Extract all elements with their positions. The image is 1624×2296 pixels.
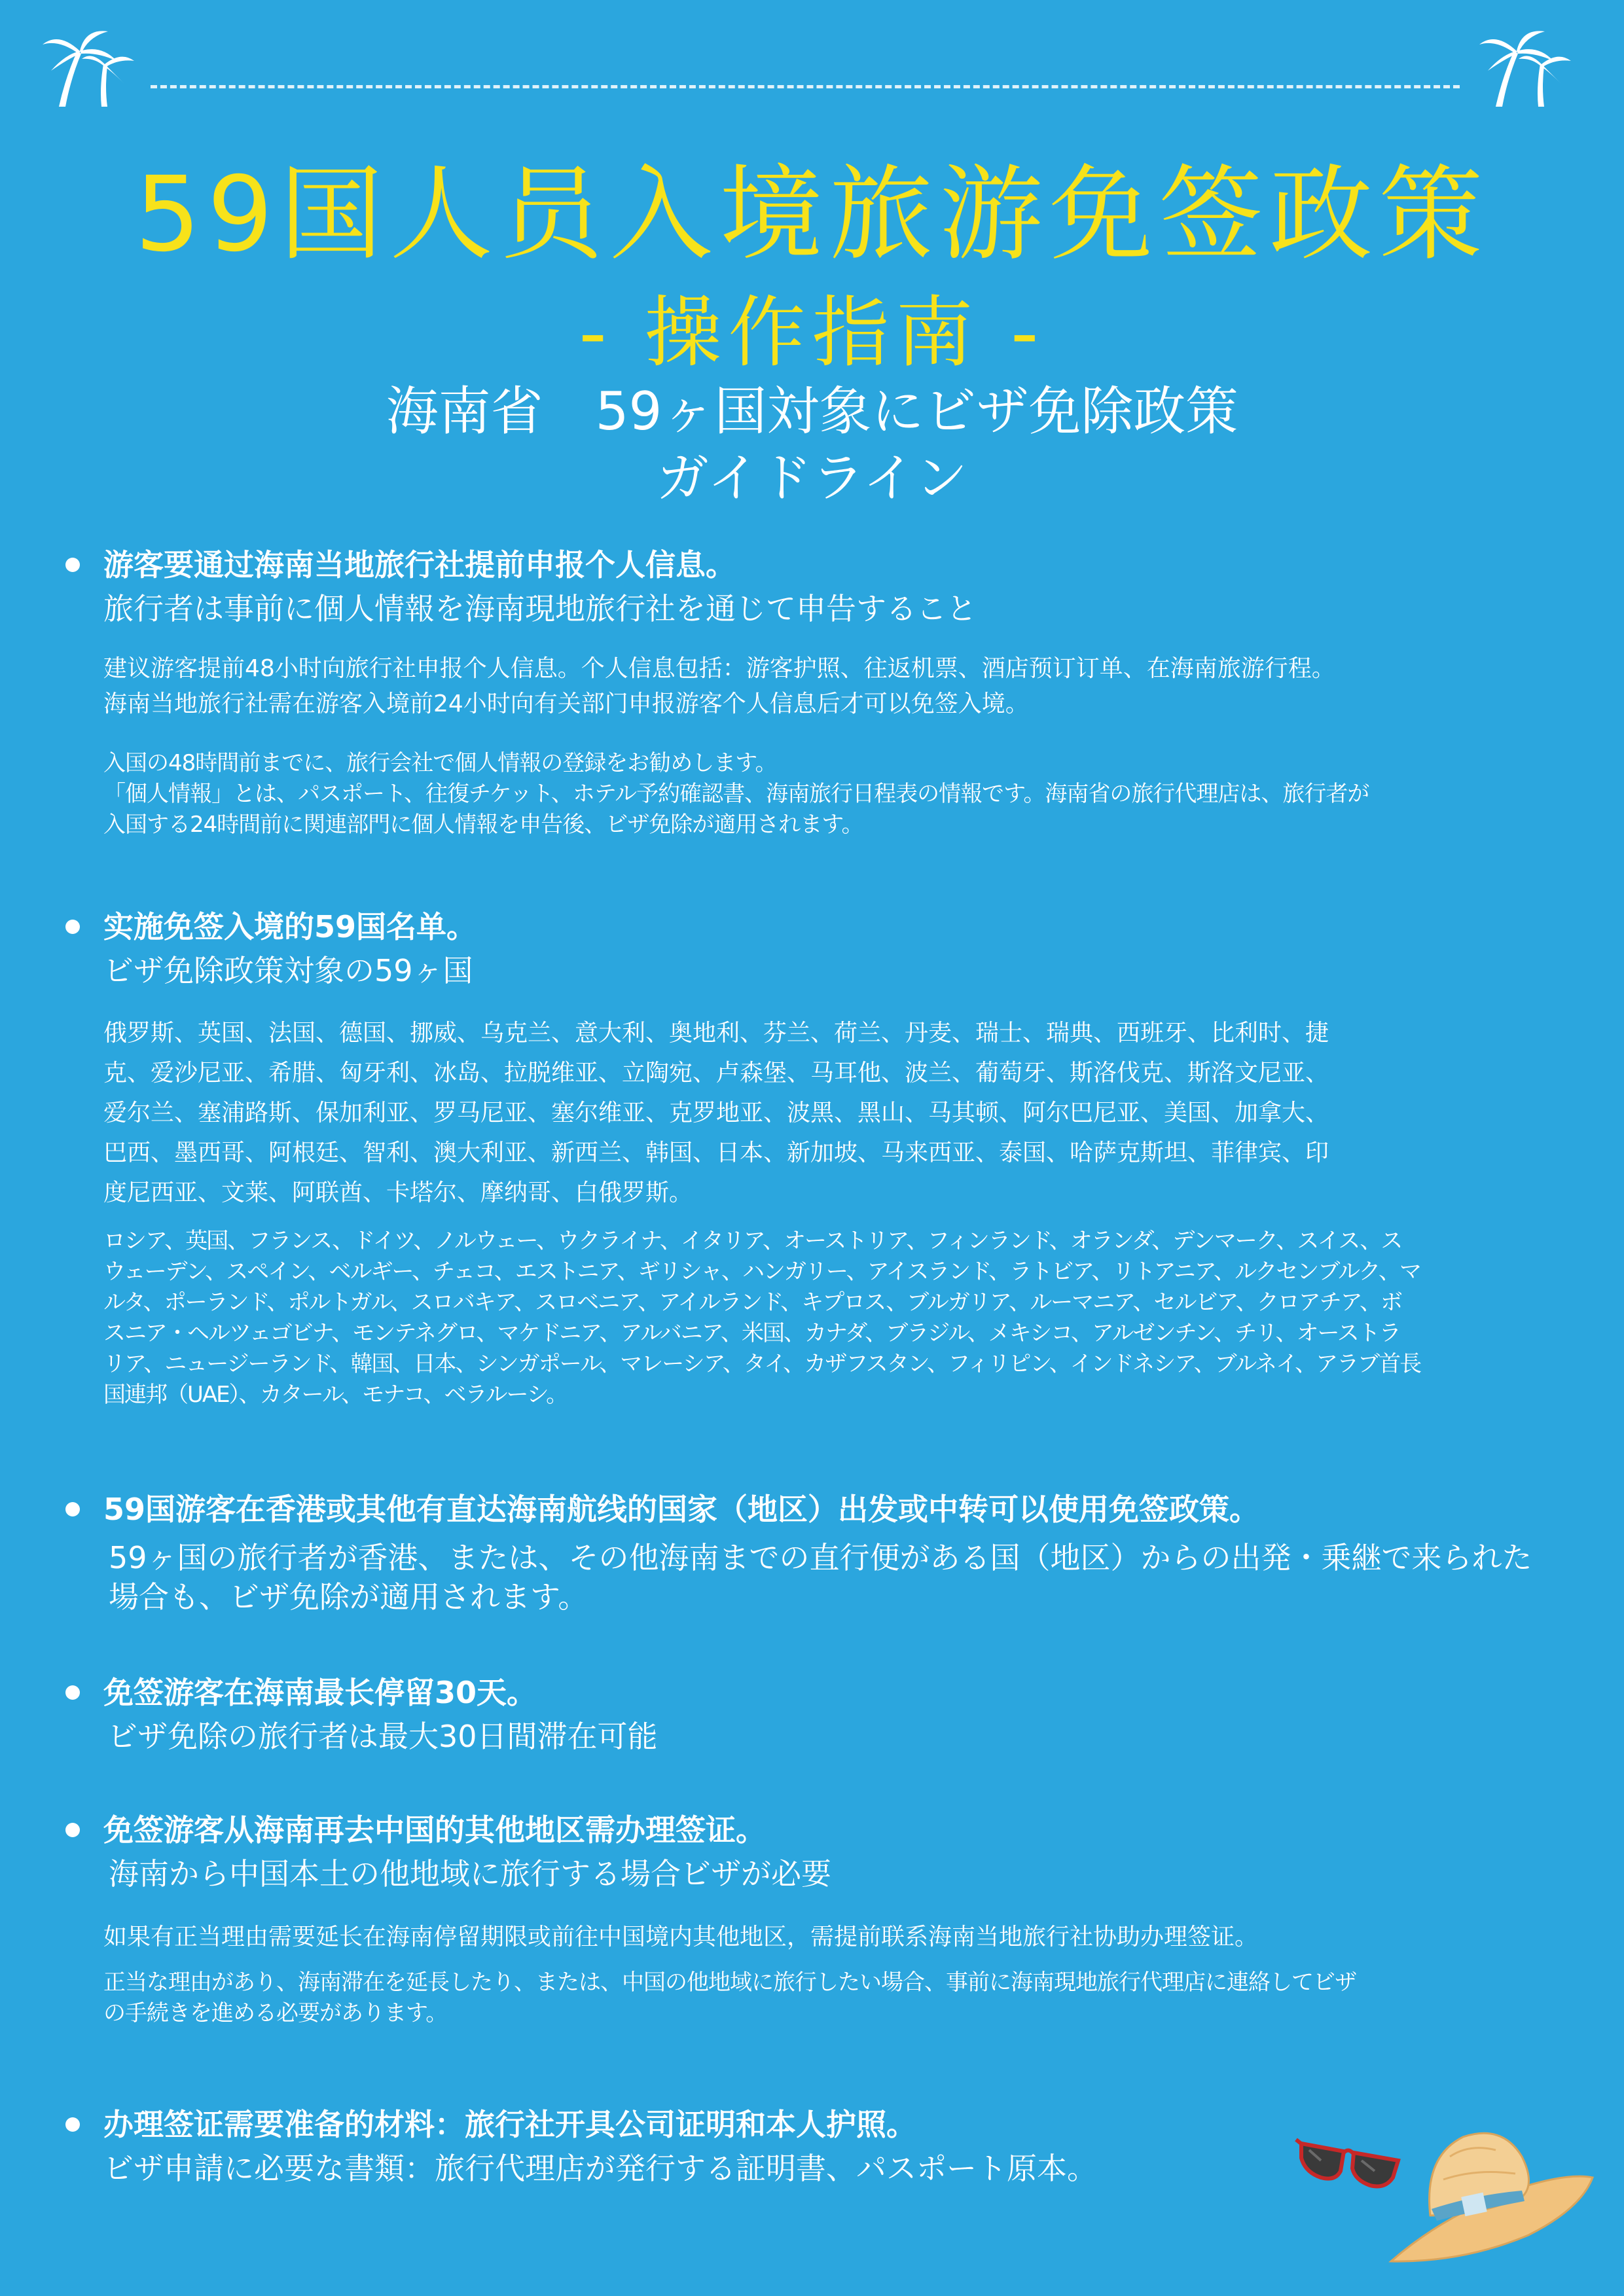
section-heading-cn: 59国游客在香港或其他有直达海南航线的国家（地区）出发或中转可以使用免签政策。	[103, 1492, 1260, 1527]
section-heading-jp: ビザ免除の旅行者は最大30日間滞在可能	[107, 1719, 658, 1754]
section-heading-jp: ビザ申請に必要な書類：旅行代理店が発行する証明書、パスポート原本。	[103, 2151, 1097, 2186]
japanese-title-line2: ガイドライン	[656, 448, 968, 509]
section-visa-mainland	[65, 1812, 1545, 2047]
page-subtitle: - 操作指南 -	[579, 287, 1045, 378]
section-preregistration	[65, 547, 1545, 861]
palm-tree-icon	[1476, 25, 1574, 110]
section-heading-cn: 免签游客在海南最长停留30天。	[103, 1675, 537, 1710]
section-transit	[65, 1491, 1545, 1622]
section-heading-cn: 免签游客从海南再去中国的其他地区需办理签证。	[103, 1812, 766, 1848]
page-title: 59国人员入境旅游免签政策	[134, 154, 1490, 275]
section-body-cn: 俄罗斯、英国、法国、德国、挪威、乌克兰、意大利、奥地利、芬兰、荷兰、丹麦、瑞士、瑞典、西班牙、比利时、捷 克、爱沙尼亚、希腊、匈牙利、冰岛、拉脱维亚、立陶宛、卢森堡、马耳他、波兰、葡萄牙、斯洛伐克、斯洛文尼亚、 爱尔兰、塞浦路斯、保加利亚、罗马尼亚、塞尔维亚、克罗地亚、波黑、黑山、马其顿、阿尔巴尼亚、美国、加拿大、 巴西、墨西哥、阿根廷、智利、澳大利亚、新西兰、韩国、日本、新加坡、马来西亚、泰国、哈萨克斯坦、菲律宾、印 度尼西亚、文莱、阿联酋、卡塔尔、摩纳哥、白俄罗斯。	[103, 1020, 1329, 1206]
section-heading-jp: ビザ免除政策対象の59ヶ国	[103, 953, 473, 988]
section-heading-cn: 实施免签入境的59国名单。	[103, 909, 477, 944]
section-stay-limit	[65, 1674, 1545, 1766]
bullet-icon	[65, 1502, 80, 1516]
section-heading-jp: 海南から中国本土の他地域に旅行する場合ビザが必要	[109, 1856, 831, 1892]
section-heading-jp: 旅行者は事前に個人情報を海南現地旅行社を通じて申告すること	[103, 591, 977, 626]
bullet-icon	[65, 1685, 80, 1700]
section-country-list	[65, 908, 1545, 1419]
bullet-icon	[65, 558, 80, 572]
section-heading-cn: 游客要通过海南当地旅行社提前申报个人信息。	[103, 547, 736, 583]
bullet-icon	[65, 2117, 80, 2132]
japanese-title	[0, 378, 1624, 512]
section-heading-jp: 59ヶ国の旅行者が香港、または、その他海南までの直行便がある国（地区）からの出発・乗継で来られた 場合も、ビザ免除が適用されます。	[109, 1540, 1532, 1615]
top-dashed-divider	[151, 85, 1460, 88]
section-heading-cn: 办理签证需要准备的材料：旅行社开具公司证明和本人护照。	[103, 2107, 916, 2142]
bullet-icon	[65, 1823, 80, 1837]
section-documents	[65, 2106, 1244, 2211]
section-body-jp: 正当な理由があり、海南滞在を延長したり、または、中国の他地域に旅行したい場合、事前に海南現地旅行代理店に連絡してビザ の手続きを進める必要があります。	[103, 1969, 1356, 2026]
sun-hat-icon	[1384, 2117, 1594, 2269]
japanese-title-line1: 海南省 59ヶ国対象にビザ免除政策	[386, 381, 1238, 442]
bullet-icon	[65, 920, 80, 934]
section-body-cn: 如果有正当理由需要延长在海南停留期限或前往中国境内其他地区，需提前联系海南当地旅行社协助办理签证。	[103, 1924, 1259, 1950]
section-body-cn: 建议游客提前48小时向旅行社申报个人信息。个人信息包括：游客护照、往返机票、酒店预订订单、在海南旅游行程。 海南当地旅行社需在游客入境前24小时向有关部门申报游客个人信息后才可以免签入境。	[103, 655, 1335, 717]
palm-tree-icon	[39, 25, 137, 110]
section-body-jp: 入国の48時間前までに、旅行会社で個人情報の登録をお勧めします。 「個人情報」とは、パスポート、往復チケット、ホテル予約確認書、海南旅行日程表の情報です。海南省の旅行代理店は、旅行者が 入国する24時間前に関連部門に個人情報を申告後、ビザ免除が適用されます。	[103, 750, 1369, 838]
section-body-jp: ロシア、英国、フランス、ドイツ、ノルウェー、ウクライナ、イタリア、オーストリア、フィンランド、オランダ、デンマーク、スイス、ス ウェーデン、スペイン、ベルギー、チェコ、エストニア、ギリシャ、ハンガリー、アイスランド、ラトビア、リトアニア、ルクセンブルク、マ ルタ、ポーランド、ポルトガル、スロバキア、スロベニア、アイルランド、キプロス、ブルガリア、ルーマニア、セルビア、クロアチア、ボ スニア・ヘルツェゴビナ、モンテネグロ、マケドニア、アルバニア、米国、カナダ、ブラジル、メキシコ、アルゼンチン、チリ、オーストラ リア、ニュージーランド、韓国、日本、シンガポール、マレーシア、タイ、カザフスタン、フィリピン、インドネシア、ブルネイ、アラブ首長 国連邦（UAE）、カタール、モナコ、ベラルーシ。	[103, 1228, 1421, 1408]
